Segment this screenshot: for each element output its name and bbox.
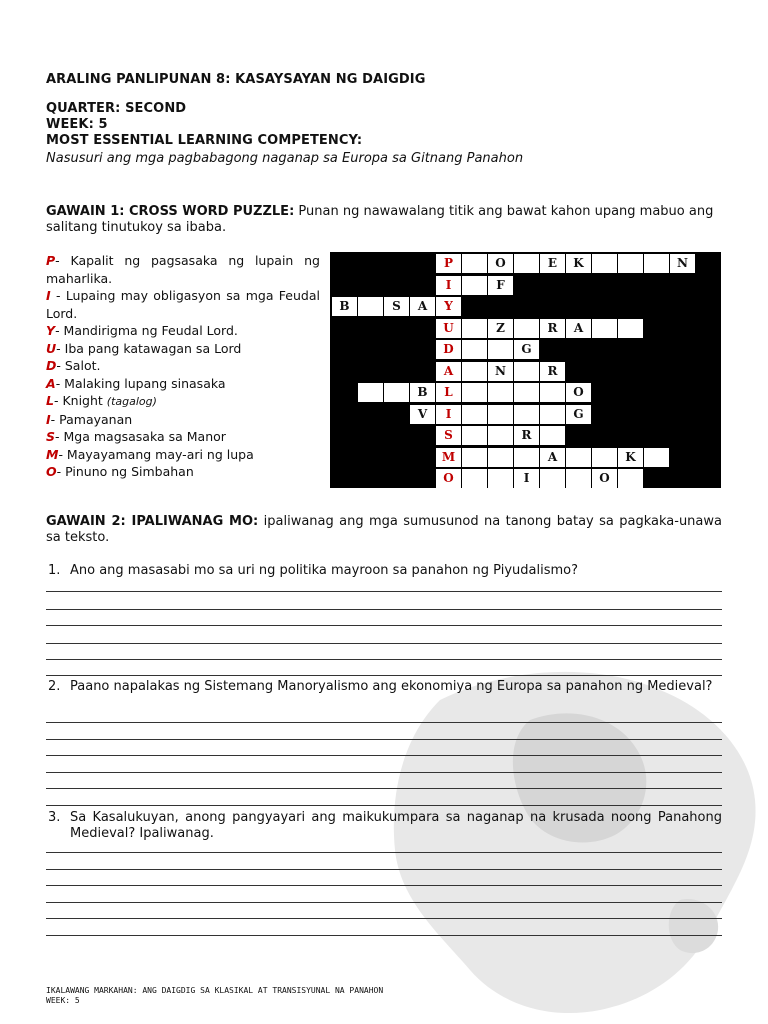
clue-item: [46, 463, 320, 481]
clue-item: [46, 392, 320, 411]
crossword-cell[interactable]: [488, 469, 513, 488]
crossword-cell[interactable]: [462, 254, 487, 273]
clue-letter: D: [46, 358, 57, 373]
clue-text: - Mandirigma ng Feudal Lord.: [55, 323, 238, 338]
crossword-cell[interactable]: [436, 297, 461, 316]
question-text: Sa Kasalukuyan, anong pangyayari ang maikukumpara sa naganap na krusada noong Panahong Medieval? Ipaliwanag.: [70, 810, 722, 841]
answer-line[interactable]: [46, 659, 722, 660]
crossword-cell[interactable]: [566, 383, 591, 402]
crossword-cell[interactable]: [514, 469, 539, 488]
crossword-cell[interactable]: [462, 276, 487, 295]
watermark-map-image: [380, 660, 768, 1024]
footer-line-1: IKALAWANG MARKAHAN: ANG DAIGDIG SA KLASIKAL AT TRANSISYUNAL NA PANAHON: [46, 986, 384, 995]
crossword-cell[interactable]: [462, 426, 487, 445]
crossword-cell[interactable]: [514, 254, 539, 273]
crossword-cell[interactable]: [332, 297, 357, 316]
crossword-grid: [330, 252, 721, 488]
crossword-cell[interactable]: [514, 426, 539, 445]
clue-letter: L: [46, 393, 54, 408]
answer-line[interactable]: [46, 852, 722, 853]
crossword-cell[interactable]: [592, 448, 617, 467]
answer-line[interactable]: [46, 643, 722, 644]
crossword-cell[interactable]: [384, 383, 409, 402]
crossword-cell[interactable]: [462, 362, 487, 381]
crossword-cell[interactable]: [618, 319, 643, 338]
clue-letter: S: [46, 429, 56, 444]
clue-letter: A: [46, 375, 56, 391]
crossword-cell[interactable]: [514, 448, 539, 467]
melc-label: MOST ESSENTIAL LEARNING COMPETENCY:: [46, 133, 363, 148]
crossword-cell[interactable]: [488, 276, 513, 295]
crossword-cell[interactable]: [410, 405, 435, 424]
clue-letter: U: [46, 340, 57, 356]
crossword-cell[interactable]: [488, 254, 513, 273]
answer-line[interactable]: [46, 885, 722, 886]
crossword-cell[interactable]: [592, 469, 617, 488]
clue-text: - Pinuno ng Simbahan: [56, 464, 194, 479]
crossword-cell[interactable]: [670, 254, 695, 273]
clue-letter: O: [46, 464, 57, 479]
crossword-cell[interactable]: [462, 448, 487, 467]
crossword-cell[interactable]: [540, 383, 565, 402]
clue-text: - Malaking lupang sinasaka: [55, 375, 226, 391]
quarter-label: QUARTER: SECOND: [46, 101, 187, 116]
clue-text: - Lupaing may obligasyon sa mga Feudal Lord.: [46, 288, 320, 321]
crossword-cell[interactable]: [436, 254, 461, 273]
clue-letter: M: [46, 446, 59, 462]
clue-text: - Salot.: [56, 358, 101, 373]
question-text: Ano ang masasabi mo sa uri ng politika mayroon sa panahon ng Piyudalismo?: [70, 563, 578, 578]
clue-item: [46, 357, 320, 375]
clue-text: - Knight: [53, 393, 107, 408]
crossword-cell[interactable]: [358, 383, 383, 402]
crossword-cell[interactable]: [514, 405, 539, 424]
crossword-cell[interactable]: [488, 319, 513, 338]
answer-line[interactable]: [46, 675, 722, 676]
answer-line[interactable]: [46, 625, 722, 626]
crossword-cell[interactable]: [488, 383, 513, 402]
crossword-cell[interactable]: [462, 405, 487, 424]
answer-line[interactable]: [46, 935, 722, 936]
answer-line[interactable]: [46, 805, 722, 806]
crossword-cell[interactable]: [488, 448, 513, 467]
subject-title: ARALING PANLIPUNAN 8: KASAYSAYAN NG DAIGDIG: [46, 72, 426, 87]
crossword-cell[interactable]: [592, 319, 617, 338]
crossword-cell[interactable]: [514, 362, 539, 381]
activity1-heading: [46, 204, 722, 236]
clue-letter: I: [46, 411, 51, 427]
question-number: 3.: [48, 810, 61, 825]
clue-text: - Mayayamang may-ari ng lupa: [58, 446, 254, 462]
activity2-instruction: ipaliwanag ang mga sumusunod na tanong batay sa pagkaka-unawa sa teksto.: [46, 514, 722, 545]
crossword-cell[interactable]: [540, 448, 565, 467]
activity1-title: GAWAIN 1: CROSS WORD PUZZLE:: [46, 204, 295, 219]
crossword-cell[interactable]: [436, 276, 461, 295]
crossword-cell[interactable]: [462, 340, 487, 359]
crossword-cell[interactable]: [436, 448, 461, 467]
crossword-cell[interactable]: [566, 469, 591, 488]
answer-line[interactable]: [46, 902, 722, 903]
crossword-cell[interactable]: [618, 469, 643, 488]
clue-item: [46, 446, 320, 464]
answer-line[interactable]: [46, 755, 722, 756]
activity2-heading: [46, 514, 722, 546]
crossword-cell[interactable]: [462, 469, 487, 488]
question-1: [48, 563, 722, 579]
crossword-cell[interactable]: [410, 297, 435, 316]
crossword-cell[interactable]: [436, 469, 461, 488]
crossword-cell[interactable]: [644, 448, 669, 467]
crossword-cell[interactable]: [540, 362, 565, 381]
question-number: 2.: [48, 679, 61, 694]
crossword-cell[interactable]: [384, 297, 409, 316]
crossword-cell[interactable]: [566, 319, 591, 338]
crossword-cell[interactable]: [514, 319, 539, 338]
activity1-instruction: Punan ng nawawalang titik ang bawat kahon upang mabuo ang salitang tinutukoy sa ibaba.: [46, 204, 714, 235]
footer: [46, 986, 383, 1006]
crossword-cell[interactable]: [488, 426, 513, 445]
clue-item: [46, 252, 320, 287]
crossword-cell[interactable]: [566, 448, 591, 467]
crossword-cell[interactable]: [618, 254, 643, 273]
clue-item: [46, 287, 320, 322]
clue-item: [46, 322, 320, 340]
crossword-cell[interactable]: [436, 319, 461, 338]
question-text: Paano napalakas ng Sistemang Manoryalismo ang ekonomiya ng Europa sa panahon ng Medieval?: [70, 679, 713, 694]
crossword-cell[interactable]: [618, 448, 643, 467]
melc-text: Nasusuri ang mga pagbabagong naganap sa Europa sa Gitnang Panahon: [46, 151, 524, 166]
crossword-cell[interactable]: [540, 405, 565, 424]
clue-text: - Kapalit ng pagsasaka ng lupain ng maharlika.: [46, 253, 320, 286]
crossword-cell[interactable]: [566, 405, 591, 424]
crossword-cell[interactable]: [436, 426, 461, 445]
question-number: 1.: [48, 563, 61, 578]
question-3: [48, 810, 722, 842]
answer-line[interactable]: [46, 722, 722, 723]
crossword-cell[interactable]: [436, 383, 461, 402]
answer-line[interactable]: [46, 869, 722, 870]
crossword-cell[interactable]: [644, 254, 669, 273]
footer-line-2: WEEK: 5: [46, 996, 80, 1005]
answer-line[interactable]: [46, 788, 722, 789]
crossword-cell[interactable]: [436, 405, 461, 424]
clue-text: - Mga magsasaka sa Manor: [55, 429, 226, 444]
clue-list: [46, 252, 320, 481]
crossword-cell[interactable]: [514, 383, 539, 402]
crossword-cell[interactable]: [488, 340, 513, 359]
crossword-cell[interactable]: [540, 426, 565, 445]
week-label: WEEK: 5: [46, 117, 108, 132]
crossword-cell[interactable]: [410, 383, 435, 402]
crossword-cell[interactable]: [488, 405, 513, 424]
answer-line[interactable]: [46, 609, 722, 610]
crossword-cell[interactable]: [462, 319, 487, 338]
crossword-cell[interactable]: [462, 383, 487, 402]
crossword-cell[interactable]: [540, 319, 565, 338]
crossword-cell[interactable]: [540, 254, 565, 273]
clue-note: (tagalog): [106, 395, 157, 408]
crossword-cell[interactable]: [358, 297, 383, 316]
crossword-cell[interactable]: [436, 362, 461, 381]
crossword-cell[interactable]: [514, 340, 539, 359]
answer-line[interactable]: [46, 918, 722, 919]
clue-item: [46, 375, 320, 393]
clue-text: - Iba pang katawagan sa Lord: [56, 340, 242, 356]
crossword-cell[interactable]: [436, 340, 461, 359]
clue-text: - Pamayanan: [50, 411, 133, 427]
answer-line[interactable]: [46, 739, 722, 740]
crossword-cell[interactable]: [592, 254, 617, 273]
clue-letter: P: [46, 253, 56, 268]
question-2: [48, 679, 722, 695]
crossword-cell[interactable]: [488, 362, 513, 381]
clue-item: [46, 411, 320, 429]
crossword-cell[interactable]: [566, 254, 591, 273]
clue-item: [46, 340, 320, 358]
answer-line[interactable]: [46, 772, 722, 773]
clue-letter: I: [46, 288, 51, 303]
answer-line[interactable]: [46, 591, 722, 592]
activity2-title: GAWAIN 2: IPALIWANAG MO:: [46, 514, 259, 529]
crossword-cell[interactable]: [540, 469, 565, 488]
clue-letter: Y: [46, 323, 56, 338]
clue-item: [46, 428, 320, 446]
